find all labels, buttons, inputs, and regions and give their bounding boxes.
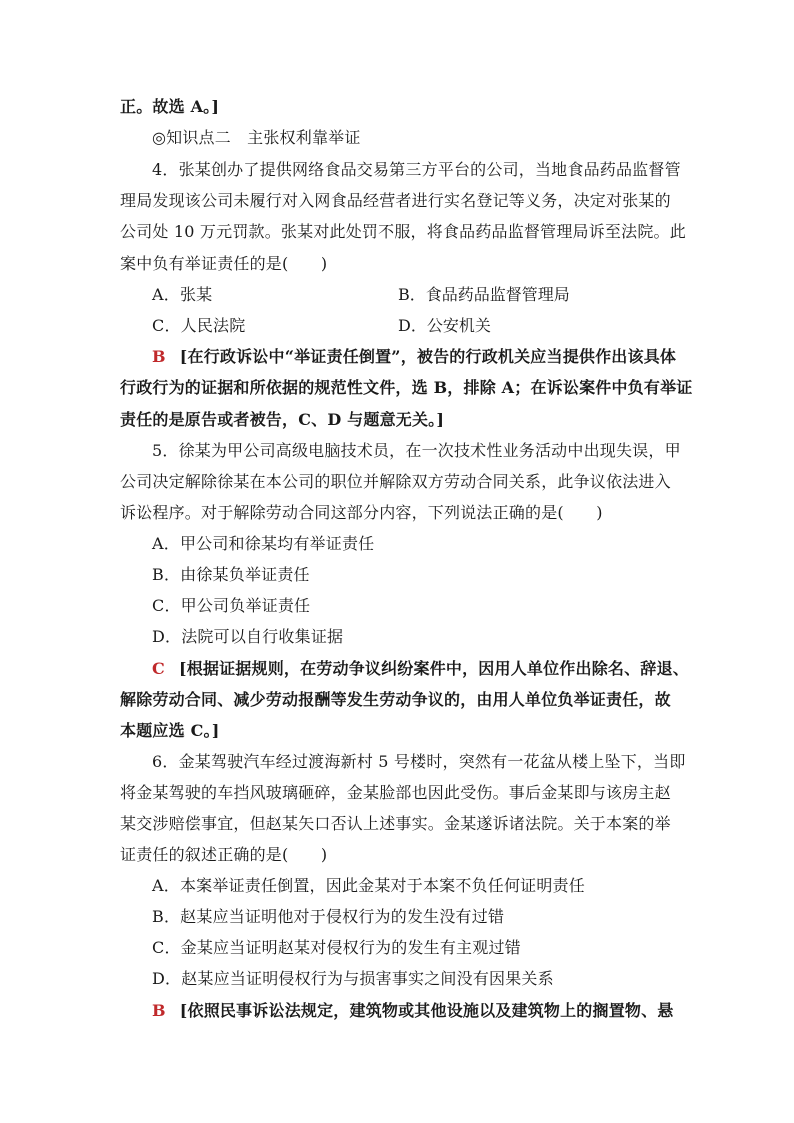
- question-4-text: 4．张某创办了提供网络食品交易第三方平台的公司，当地食品药品监督管: [152, 160, 681, 179]
- question-5-text: 诉讼程序。对于解除劳动合同这部分内容，下列说法正确的是( ): [120, 503, 603, 522]
- question-5-text: 5．徐某为甲公司高级电脑技术员，在一次技术性业务活动中出现失误，甲: [152, 441, 681, 460]
- answer-explanation: [根据证据规则，在劳动争议纠纷案件中，因用人单位作出除名、辞退、: [178, 659, 689, 678]
- question-5-option-b: B．由徐某负举证责任: [152, 565, 310, 584]
- question-4-option-a: A．张某: [152, 285, 213, 304]
- question-5-option-d: D．法院可以自行收集证据: [152, 627, 344, 646]
- question-6-text: 某交涉赔偿事宜，但赵某矢口否认上述事实。金某遂诉诸法院。关于本案的举: [120, 814, 671, 833]
- question-4-option-c: C．人民法院: [152, 316, 246, 335]
- question-4-explanation: 责任的是原告或者被告，C、D 与题意无关。]: [120, 410, 445, 429]
- answer-letter: B: [152, 1001, 166, 1020]
- question-6-text: 6．金某驾驶汽车经过渡海新村 5 号楼时，突然有一花盆从楼上坠下，当即: [152, 752, 686, 771]
- question-4-option-b: B．食品药品监督管理局: [398, 285, 570, 304]
- question-5-option-c: C．甲公司负举证责任: [152, 596, 311, 615]
- question-4-text: 案中负有举证责任的是( ): [120, 254, 328, 273]
- question-4-text: 公司处 10 万元罚款。张某对此处罚不服，将食品药品监督管理局诉至法院。此: [120, 222, 686, 241]
- question-5-answer: [152, 659, 689, 679]
- answer-letter: B: [152, 347, 166, 366]
- answer-explanation: [依照民事诉讼法规定，建筑物或其他设施以及建筑物上的搁置物、悬: [179, 1001, 674, 1020]
- question-6-text: 证责任的叙述正确的是( ): [120, 845, 328, 864]
- section-heading: ◎知识点二 主张权利靠举证: [152, 128, 361, 147]
- prev-explanation-end: 正。故选 A。]: [120, 97, 220, 116]
- question-6-option-d: D．赵某应当证明侵权行为与损害事实之间没有因果关系: [152, 969, 554, 988]
- question-5-text: 公司决定解除徐某在本公司的职位并解除双方劳动合同关系，此争议依法进入: [120, 472, 671, 491]
- question-4-option-d: D．公安机关: [398, 316, 491, 335]
- question-6-option-b: B．赵某应当证明他对于侵权行为的发生没有过错: [152, 907, 505, 926]
- question-6-option-a: A．本案举证责任倒置，因此金某对于本案不负任何证明责任: [152, 876, 585, 895]
- question-4-explanation: 行政行为的证据和所依据的规范性文件，选 B，排除 A；在诉讼案件中负有举证: [120, 378, 693, 397]
- question-4-answer: [152, 347, 676, 367]
- question-5-explanation: 解除劳动合同、减少劳动报酬等发生劳动争议的，由用人单位负举证责任，故: [120, 690, 671, 709]
- question-5-option-a: A．甲公司和徐某均有举证责任: [152, 534, 375, 553]
- question-4-text: 理局发现该公司未履行对入网食品经营者进行实名登记等义务，决定对张某的: [120, 191, 671, 210]
- question-6-option-c: C．金某应当证明赵某对侵权行为的发生有主观过错: [152, 938, 521, 957]
- answer-explanation: [在行政诉讼中“举证责任倒置”，被告的行政机关应当提供作出该具体: [179, 347, 677, 366]
- question-6-answer: [152, 1001, 674, 1021]
- answer-letter: C: [152, 659, 165, 678]
- question-6-text: 将金某驾驶的车挡风玻璃砸碎，金某脸部也因此受伤。事后金某即与该房主赵: [120, 783, 671, 802]
- question-5-explanation: 本题应选 C。]: [120, 721, 220, 740]
